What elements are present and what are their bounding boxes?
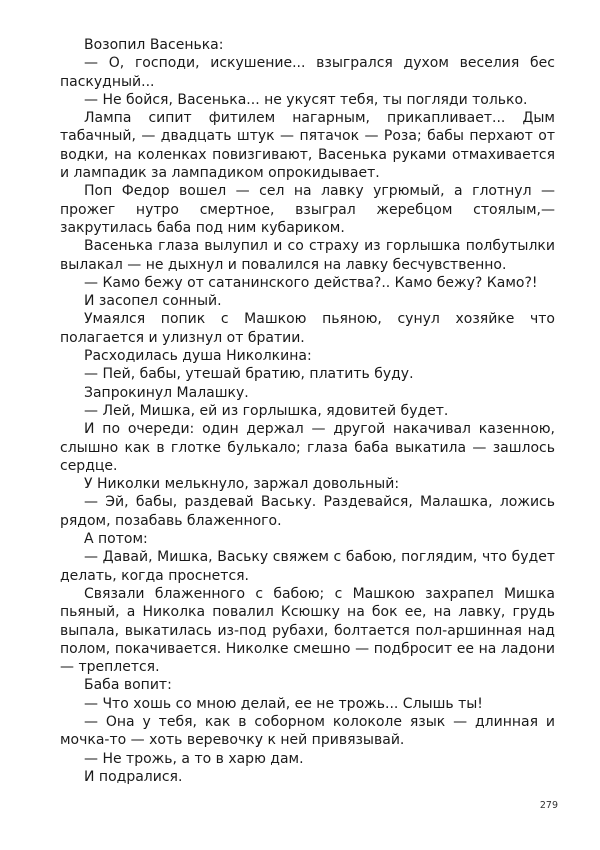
- paragraph-7: — Камо бежу от сатанинского действа?.. Камо бежу? Камо?!: [84, 274, 538, 291]
- page-text: [60, 36, 555, 786]
- paragraph-16: — Эй, бабы, раздевай Ваську. Раздевайся, Малашка, ложись рядом, позабавь блаженного.: [60, 494, 555, 529]
- paragraph-10: Расходилась душа Николкина:: [84, 348, 312, 365]
- paragraph-11: — Пей, бабы, утешай братию, платить буду.: [84, 366, 414, 383]
- paragraph-3: — Не бойся, Васенька... не укусят тебя, ты погляди только.: [84, 91, 528, 108]
- page-number: 279: [539, 800, 558, 811]
- paragraph-2: — О, господи, искушение... взыгрался духом веселия бес паскудный...: [60, 55, 555, 90]
- paragraph-15: У Николки мелькнуло, заржал довольный:: [84, 476, 400, 493]
- paragraph-6: Васенька глаза вылупил и со страху из горлышка полбутылки вылакал — не дыхнул и повалился на лавку бесчувственно.: [60, 238, 555, 273]
- paragraph-4: Лампа сипит фитилем нагарным, прикапливает... Дым табачный, — двадцать штук — пятачок — Роза; бабы перхают от водки, на коленках повизгивают, Васенька руками отмахивается и лампадик за лампадиком опрокидывает.: [60, 110, 555, 182]
- paragraph-13: — Лей, Мишка, ей из горлышка, ядовитей будет.: [84, 402, 449, 419]
- paragraph-21: — Что хошь со мною делай, ее не трожь... Слышь ты!: [84, 695, 483, 712]
- paragraph-9: Умаялся попик с Машкою пьяною, сунул хозяйке что полагается и улизнул от братии.: [60, 311, 555, 346]
- paragraph-12: Запрокинул Малашку.: [84, 384, 249, 401]
- paragraph-1: Возопил Васенька:: [84, 37, 224, 53]
- paragraph-20: Баба вопит:: [84, 677, 172, 694]
- paragraph-8: И засопел сонный.: [84, 293, 222, 310]
- paragraph-5: Поп Федор вошел — сел на лавку угрюмый, а глотнул — прожег нутро смертное, взыграл жеребцом стоялым,— закрутилась баба под ним кубариком.: [60, 183, 555, 236]
- paragraph-19: Связали блаженного с бабою; с Машкою захрапел Мишка пьяный, а Николка повалил Ксюшку на бок ее, на лавку, грудь выпала, выкатилась из-под рубахи, болтается пол-аршинная над полом, покачивается. Николке смешно — подбросит ее на ладони — треплется.: [60, 585, 555, 676]
- paragraph-24: И подралися.: [84, 768, 183, 785]
- paragraph-14: И по очереди: один держал — другой накачивал казенною, слышно как в глотке булькало; глаза баба выкатила — зашлось сердце.: [60, 421, 555, 474]
- paragraph-17: А потом:: [84, 531, 148, 548]
- paragraph-22: — Она у тебя, как в соборном колоколе язык — длинная и мочка-то — хоть веревочку к ней привязывай.: [60, 713, 555, 749]
- paragraph-18: — Давай, Мишка, Ваську свяжем с бабою, поглядим, что будет делать, когда проснется.: [60, 549, 555, 584]
- paragraph-23: — Не трожь, а то в харю дам.: [84, 750, 304, 767]
